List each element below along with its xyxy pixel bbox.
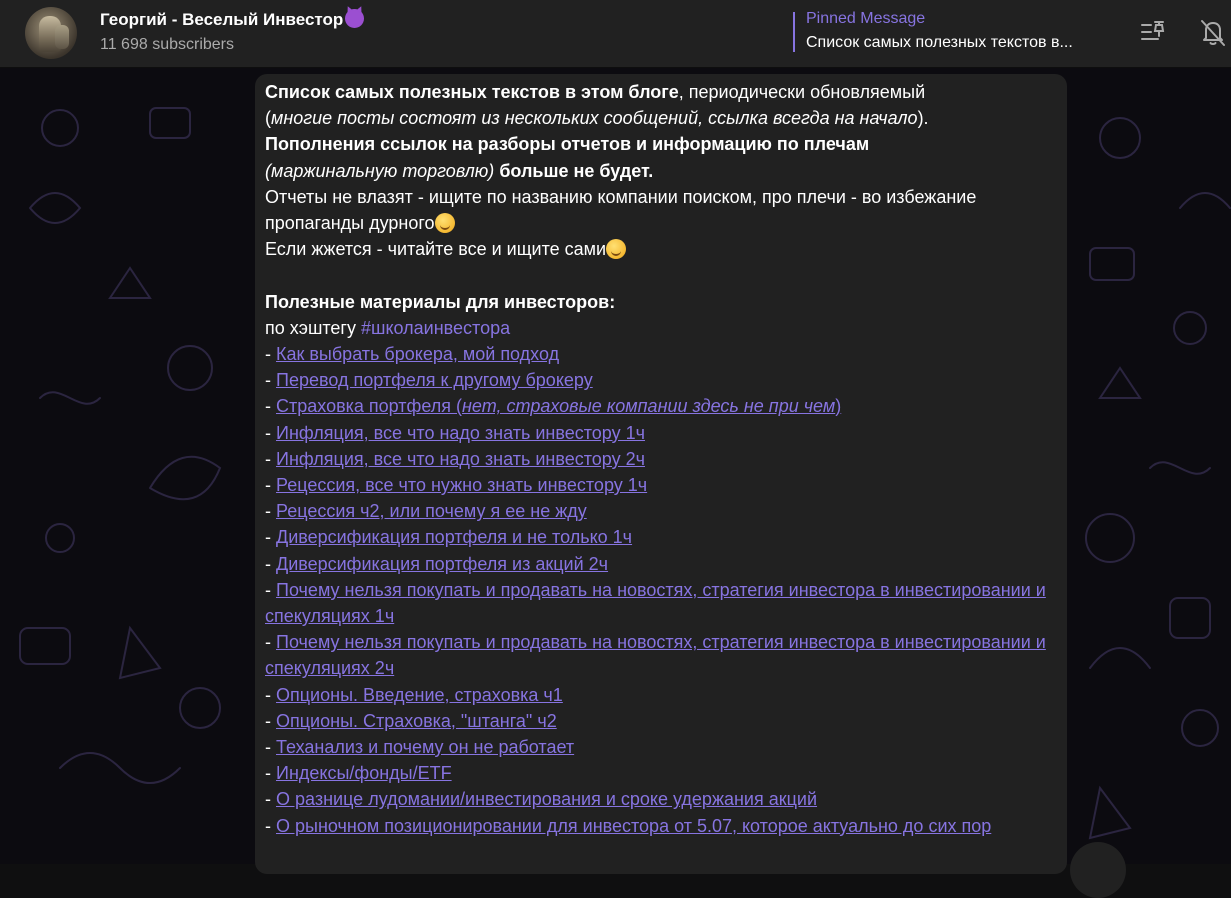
- list-item: [265, 524, 1065, 550]
- insurance-link-italic: нет, страховые компании здесь не при чем: [462, 396, 836, 417]
- link-options-2[interactable]: Опционы. Страховка, "штанга" ч2: [276, 710, 557, 731]
- notice-bold-1: Пополнения ссылок на разборы отчетов и информацию по плечам: [265, 134, 870, 155]
- list-item: [265, 420, 1065, 446]
- list-item: [265, 498, 1065, 524]
- list-dash: -: [265, 737, 276, 758]
- list-item: [265, 682, 1065, 708]
- list-item: [265, 367, 1065, 393]
- insurance-link-part-c: ): [835, 396, 842, 417]
- list-item: [265, 393, 1065, 419]
- link-inflation-2[interactable]: Инфляция, все что надо знать инвестору 2ч: [276, 448, 645, 469]
- pinned-list-icon[interactable]: [1138, 16, 1170, 48]
- list-dash: -: [265, 684, 276, 705]
- list-item: [265, 734, 1065, 760]
- link-market-positioning[interactable]: О рыночном позиционировании для инвестора от 5.07, которое актуально до сих пор: [276, 815, 992, 836]
- list-item: [265, 472, 1065, 498]
- link-recession-2[interactable]: Рецессия ч2, или почему я ее не жду: [276, 501, 587, 522]
- list-dash: -: [265, 579, 276, 600]
- list-dash: -: [265, 501, 276, 522]
- list-item: [265, 760, 1065, 786]
- list-dash: -: [265, 422, 276, 443]
- chat-header: [0, 0, 1231, 68]
- grin-emoji-icon: [606, 239, 626, 259]
- hashtag-prefix: по хэштегу: [265, 317, 362, 338]
- wink-emoji-icon: [435, 213, 455, 233]
- avatar-figure-secondary: [55, 25, 69, 49]
- devil-emoji-icon: [345, 9, 364, 28]
- link-diversification-2[interactable]: Диверсификация портфеля из акций 2ч: [276, 553, 609, 574]
- channel-title[interactable]: [100, 9, 364, 30]
- list-item: [265, 708, 1065, 734]
- list-item: [265, 341, 1065, 367]
- list-dash: -: [265, 475, 276, 496]
- link-inflation-1[interactable]: Инфляция, все что надо знать инвестору 1ч: [276, 422, 645, 443]
- link-technical-analysis[interactable]: Теханализ и почему он не работает: [276, 737, 575, 758]
- pinned-message-title: Pinned Message: [806, 10, 926, 27]
- pinned-indicator-bar: [793, 12, 795, 52]
- list-dash: -: [265, 789, 276, 810]
- list-dash: -: [265, 763, 276, 784]
- notice-bold-2: больше не будет.: [494, 160, 654, 181]
- link-diversification-1[interactable]: Диверсификация портфеля и не только 1ч: [276, 527, 633, 548]
- channel-avatar[interactable]: [25, 7, 77, 59]
- list-dash: -: [265, 344, 276, 365]
- hashtag-link[interactable]: #школаинвестора: [361, 317, 511, 338]
- link-news-trading-2[interactable]: Почему нельзя покупать и продавать на новостях, стратегия инвестора в инвестировании и спекуляциях 2ч: [265, 632, 1046, 679]
- message-text[interactable]: [265, 79, 1065, 839]
- list-dash: -: [265, 632, 276, 653]
- burn-line: Если жжется - читайте все и ищите сами: [265, 239, 607, 260]
- link-recession-1[interactable]: Рецессия, все что нужно знать инвестору 1ч: [276, 475, 648, 496]
- list-dash: -: [265, 710, 276, 731]
- link-gambling-vs-investing[interactable]: О разнице лудомании/инвестирования и сроке удержания акций: [276, 789, 818, 810]
- subscriber-count: 11 698 subscribers: [100, 36, 234, 53]
- list-dash: -: [265, 815, 276, 836]
- section-title: Полезные материалы для инвесторов:: [265, 291, 616, 312]
- list-item: [265, 813, 1065, 839]
- link-portfolio-transfer[interactable]: Перевод портфеля к другому брокеру: [276, 370, 593, 391]
- link-portfolio-insurance[interactable]: [276, 396, 841, 416]
- list-dash: -: [265, 553, 276, 574]
- pinned-message-banner[interactable]: [793, 10, 1113, 54]
- intro-bold: Список самых полезных текстов в этом блоге: [265, 82, 679, 102]
- list-dash: -: [265, 370, 276, 391]
- intro-paren-open: (: [265, 108, 271, 129]
- list-item: [265, 786, 1065, 812]
- notice-italic: (маржинальную торговлю): [265, 160, 495, 181]
- channel-name: Георгий - Веселый Инвестор: [100, 10, 344, 29]
- bell-muted-icon[interactable]: [1197, 16, 1229, 48]
- list-item: [265, 446, 1065, 472]
- list-dash: -: [265, 448, 276, 469]
- list-item: [265, 629, 1065, 681]
- list-item: [265, 551, 1065, 577]
- list-dash: -: [265, 527, 276, 548]
- scroll-down-button[interactable]: [1070, 842, 1126, 898]
- intro-paren-close: ).: [917, 108, 929, 129]
- link-indexes-funds-etf[interactable]: Индексы/фонды/ETF: [276, 763, 452, 784]
- link-options-1[interactable]: Опционы. Введение, страховка ч1: [276, 684, 563, 705]
- pinned-message-preview: Список самых полезных текстов в...: [806, 34, 1073, 51]
- intro-rest: , периодически обновляемый: [678, 82, 926, 102]
- list-item: [265, 577, 1065, 629]
- link-broker-choice[interactable]: Как выбрать брокера, мой подход: [276, 344, 560, 365]
- reports-line: Отчеты не влазят - ищите по названию компании поиском, про плечи - во избежание пропаганды дурного: [265, 186, 977, 234]
- insurance-link-part-a: Страховка портфеля (: [276, 396, 463, 417]
- link-news-trading-1[interactable]: Почему нельзя покупать и продавать на новостях, стратегия инвестора в инвестировании и спекуляциях 1ч: [265, 579, 1046, 627]
- intro-italic: многие посты состоят из нескольких сообщений, ссылка всегда на начало: [271, 108, 918, 129]
- list-dash: -: [265, 396, 276, 417]
